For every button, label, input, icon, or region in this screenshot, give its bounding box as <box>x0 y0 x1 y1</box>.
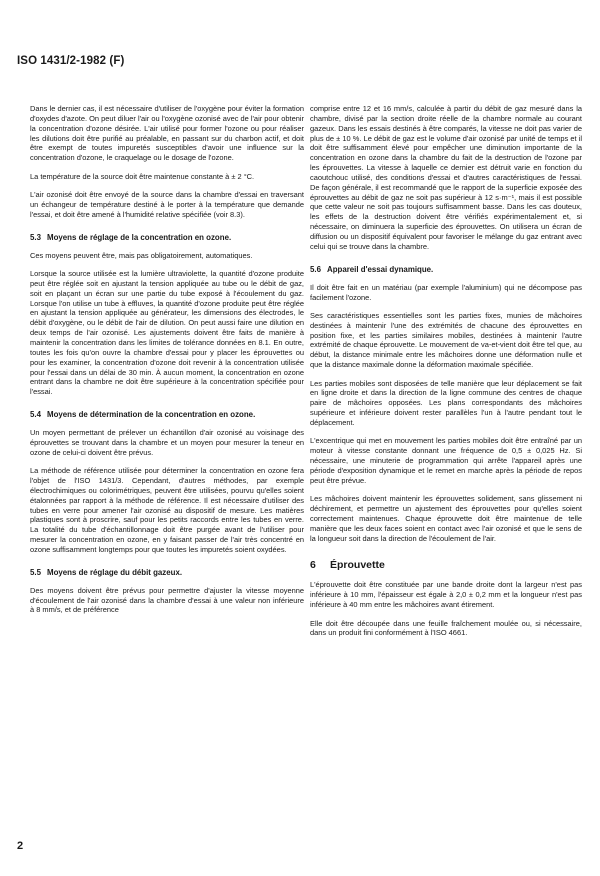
paragraph: La méthode de référence utilisée pour déterminer la concentration en ozone fera l'objet de l'ISO 1431/3. Cependant, d'autres méthodes, par exemple électrochimiques ou colorimétriques, peuvent être utilisées, pourvu qu'elles soient étalonnées par rapport à la méthode de référence. Il est nécessaire d'utiliser des tubes en verre pour amener l'air ozonisé au dispositif de mesure. Les matières plastiques sont à proscrire, sauf pour les petits raccords entre les tubes en verre. La totalité du tube d'échantillonnage doit être purgée avant de l'utiliser pour mesurer la concentration en ozone, en y faisant passer de l'air très concentré en ozone suffisamment longtemps pour que toutes les impuretés soient oxydées. <box>30 466 304 554</box>
subsection-heading <box>310 265 582 275</box>
section-heading <box>310 559 582 571</box>
paragraph: Des moyens doivent être prévus pour permettre d'ajuster la vitesse moyenne d'écoulement de l'air ozonisé dans la chambre d'essai à une valeur non inférieure à 8 mm/s, et de préférence <box>30 585 304 615</box>
paragraph: Elle doit être découpée dans une feuille fraîchement moulée ou, si nécessaire, dans un produit fini conformément à l'ISO 4661. <box>310 618 582 638</box>
paragraph: Un moyen permettant de prélever un échantillon d'air ozonisé au voisinage des éprouvettes se trouvant dans la chambre et un moyen pour mesurer la teneur en ozone de celui-ci doivent être prévus. <box>30 428 304 457</box>
heading-number: 5.4 <box>30 410 41 420</box>
heading-text: Moyens de réglage de la concentration en ozone. <box>47 232 232 242</box>
page-number: 2 <box>17 840 24 852</box>
document-header: ISO 1431/2-1982 (F) <box>17 55 125 67</box>
paragraph: Il doit être fait en un matériau (par exemple l'aluminium) qui ne décompose pas facilement l'ozone. <box>310 282 582 302</box>
paragraph: comprise entre 12 et 16 mm/s, calculée à partir du débit de gaz mesuré dans la chambre, divisé par la section droite réelle de la chambre normale au courant gazeux. Dans les essais destinés à être comparés, la vitesse ne doit pas varier de plus de ± 10 %. Le débit de gaz est le volume d'air ozonisé par unité de temps et il doit être suffisamment élevé pour empêcher une diminution importante de la concentration en ozone dans la chambre du fait de la destruction de l'ozone par les éprouvettes. La vitesse à laquelle ce dernier est détruit varie en fonction du caoutchouc utilisé, des conditions d'essai et d'autres caractéristiques de l'essai. De façon générale, il est recommandé que le rapport de la superficie exposée des éprouvettes au débit de gaz ne soit pas supérieur à 12 s·m⁻¹, mais il est possible que cette valeur ne soit pas toujours suffisamment basse. Dans les cas douteux, les effets de la destruction doivent être vérifiés expérimentalement et, si nécessaire, on diminuera la superficie des éprouvettes. On utilisera un écran de diffusion ou un dispositif équivalent pour favoriser le mélange du gaz entrant avec celui qui se trouve dans la chambre. <box>310 104 582 251</box>
paragraph: Ces moyens peuvent être, mais pas obligatoirement, automatiques. <box>30 250 253 260</box>
subsection-heading <box>30 233 304 243</box>
right-column <box>310 104 582 647</box>
heading-number: 6 <box>310 559 316 572</box>
paragraph: La température de la source doit être maintenue constante à ± 2 °C. <box>30 171 255 181</box>
heading-text: Appareil d'essai dynamique. <box>327 264 434 274</box>
paragraph: Les parties mobiles sont disposées de telle manière que leur déplacement se fait en ligne droite et dans la direction de la ligne commune des centres de chaque paire de mâchoires opposées. Les plans correspondants des mâchoires supérieure et inférieure doivent rester parallèles l'un à l'autre pendant tout le déplacement. <box>310 378 582 427</box>
paragraph: L'air ozonisé doit être envoyé de la source dans la chambre d'essai en traversant un échangeur de température destiné à le porter à la température que demande l'essai, et doit être amené à l'humidité relative spécifiée (voir 8.3). <box>30 190 304 219</box>
left-column <box>30 104 304 624</box>
heading-text: Moyens de réglage du débit gazeux. <box>47 567 183 577</box>
heading-text: Éprouvette <box>330 559 385 572</box>
paragraph: Les mâchoires doivent maintenir les éprouvettes solidement, sans glissement ni déchirement, et permettre un ajustement des éprouvettes pour qu'elles soient correctement maintenues. Chaque éprouvette doit être maintenue de telle manière que les deux faces soient en contact avec l'air ozonisé et que le sens de la longueur soit dans la direction de l'écoulement de l'air. <box>310 494 582 543</box>
subsection-heading <box>30 410 304 420</box>
heading-number: 5.5 <box>30 567 41 577</box>
paragraph: L'éprouvette doit être constituée par une bande droite dont la largeur n'est pas inférieure à 10 mm, l'épaisseur est égale à 2,0 ± 0,2 mm et la longueur n'est pas inférieure à 40 mm entre les mâchoires avant étirement. <box>310 580 582 610</box>
paragraph: Dans le dernier cas, il est nécessaire d'utiliser de l'oxygène pour éviter la formation d'oxydes d'azote. On peut diluer l'air ou l'oxygène ozonisé avec de l'air pour obtenir la concentration d'ozone désirée. L'air utilisé pour former l'ozone ou pour réaliser les dilutions doit être purifié au préalable, en passant sur du charbon actif, et doit être exempt de toutes impuretés susceptibles d'avoir une influence sur la concentration d'ozone, le craquelage ou le dosage de l'ozone. <box>30 104 304 163</box>
heading-number: 5.3 <box>30 232 41 242</box>
heading-text: Moyens de détermination de la concentration en ozone. <box>47 410 256 420</box>
subsection-heading <box>30 568 304 578</box>
heading-number: 5.6 <box>310 264 321 274</box>
paragraph: Ses caractéristiques essentielles sont les parties fixes, munies de mâchoires destinées à maintenir l'une des extrémités de chacune des éprouvettes en position fixe, et les parties similaires mobiles, destinées à maintenir l'autre extrémité de chaque éprouvette. Le mouvement de va-et-vient doit être tel que, au début, la distance minimale entre les mâchoires donne une déformation nulle et que la distance maximale donne la déformation maximale spécifiée. <box>310 310 582 370</box>
paragraph: L'excentrique qui met en mouvement les parties mobiles doit être entraîné par un moteur à vitesse constante donnant une fréquence de 0,5 ± 0,025 Hz. Si nécessaire, une minuterie de programmation qui arrête l'appareil après une période d'exposition dynamique et le remet en marche après la période de repos peut être prévue. <box>310 436 582 485</box>
paragraph: Lorsque la source utilisée est la lumière ultraviolette, la quantité d'ozone produite peut être réglée soit en ajustant la tension appliquée au tube ou le débit de gaz, soit en plaçant un écran sur une partie du tube exposé à l'écoulement du gaz. Lorsque l'on utilise un tube à effluves, la quantité d'ozone produite peut être réglée en ajustant la tension appliquée au générateur, les dimensions des électrodes, le débit d'oxygène, ou le débit de l'air de dilution. On peut aussi faire une dilution en deux temps de l'air ozonisé. Les ajustements doivent être faits de manière à maintenir la concentration dans les limites de tolérance données en 8.1. En outre, toutes les fois qu'on ouvre la chambre d'essai pour y placer les éprouvettes ou pour les examiner, la concentration d'ozone doit revenir à la concentration utilisée pour l'essai dans un délai de 30 min. À aucun moment, la concentration en ozone entrant dans la chambre ne doit être supérieure à la concentration spécifiée pour l'essai. <box>30 269 304 397</box>
